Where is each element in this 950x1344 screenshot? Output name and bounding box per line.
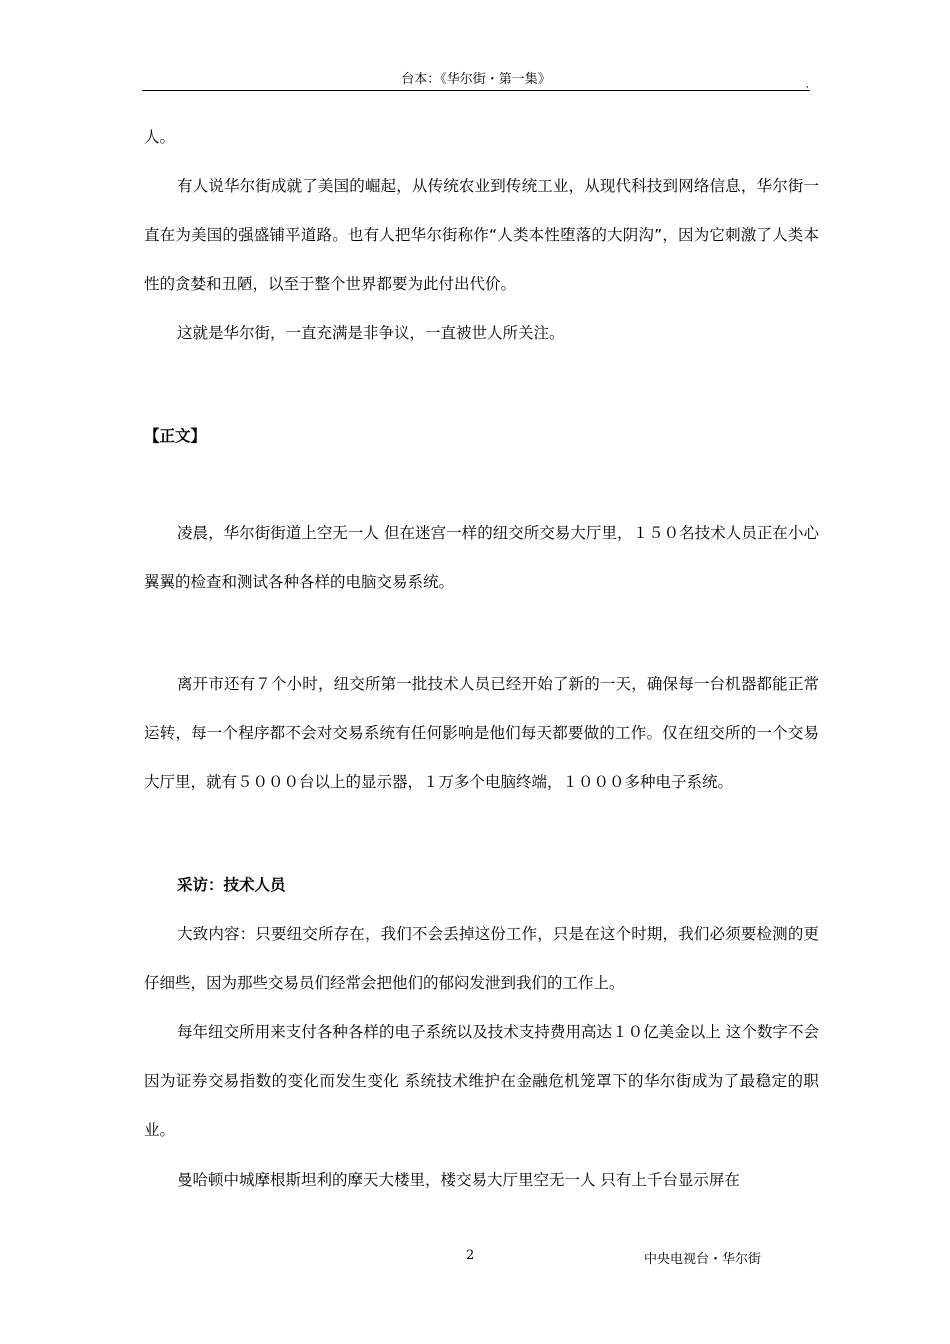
paragraph-before-open: 离开市还有７个小时，纽交所第一批技术人员已经开始了新的一天，确保每一台机器都能正常运转，每一个程序都不会对交易系统有任何影响是他们每天都要做的工作。仅在纽交所的一个交易大厅里，就有５０００台以上的显示器，１万多个电脑终端，１０００多种电子系统。 <box>144 675 819 791</box>
paragraph-annual-cost: 每年纽交所用来支付各种各样的电子系统以及技术支持费用高达１０亿美金以上 这个数字不会因为证券交易指数的变化而发生变化 系统技术维护在金融危机笼罩下的华尔街成为了最稳定的职业。 <box>144 1023 819 1139</box>
section-heading-main-text: 【正文】 <box>144 427 207 445</box>
page-number: 2 <box>466 1248 475 1263</box>
interview-heading: 采访：技术人员 <box>177 876 286 894</box>
paragraph-continuation: 人。 <box>144 128 176 146</box>
paragraph-wall-street-rise: 有人说华尔街成就了美国的崛起，从传统农业到传统工业，从现代科技到网络信息，华尔街一直在为美国的强盛铺平道路。也有人把华尔街称作“人类本性堕落的大阴沟”，因为它刺激了人类本性的贪婪和丑陋，以至于整个世界都要为此付出代价。 <box>144 177 819 293</box>
page-header: 台本：《华尔街・第一集》 <box>401 72 551 87</box>
header-mark: , <box>806 80 809 90</box>
paragraph-this-is-wall-street: 这就是华尔街，一直充满是非争议，一直被世人所关注。 <box>177 324 565 342</box>
paragraph-manhattan: 曼哈顿中城摩根斯坦利的摩天大楼里，楼交易大厅里空无一人 只有上千台显示屏在 <box>177 1171 740 1189</box>
paragraph-interview-content: 大致内容：只要纽交所存在，我们不会丢掉这份工作，只是在这个时期，我们必须要检测的更仔细些，因为那些交易员们经常会把他们的郁闷发泄到我们的工作上。 <box>144 925 819 992</box>
footer-source: 中央电视台・华尔街 <box>644 1252 762 1267</box>
header-rule <box>142 90 810 91</box>
paragraph-early-morning: 凌晨，华尔街街道上空无一人 但在迷宫一样的纽交所交易大厅里，１５０名技术人员正在小心翼翼的检查和测试各种各样的电脑交易系统。 <box>144 524 819 591</box>
